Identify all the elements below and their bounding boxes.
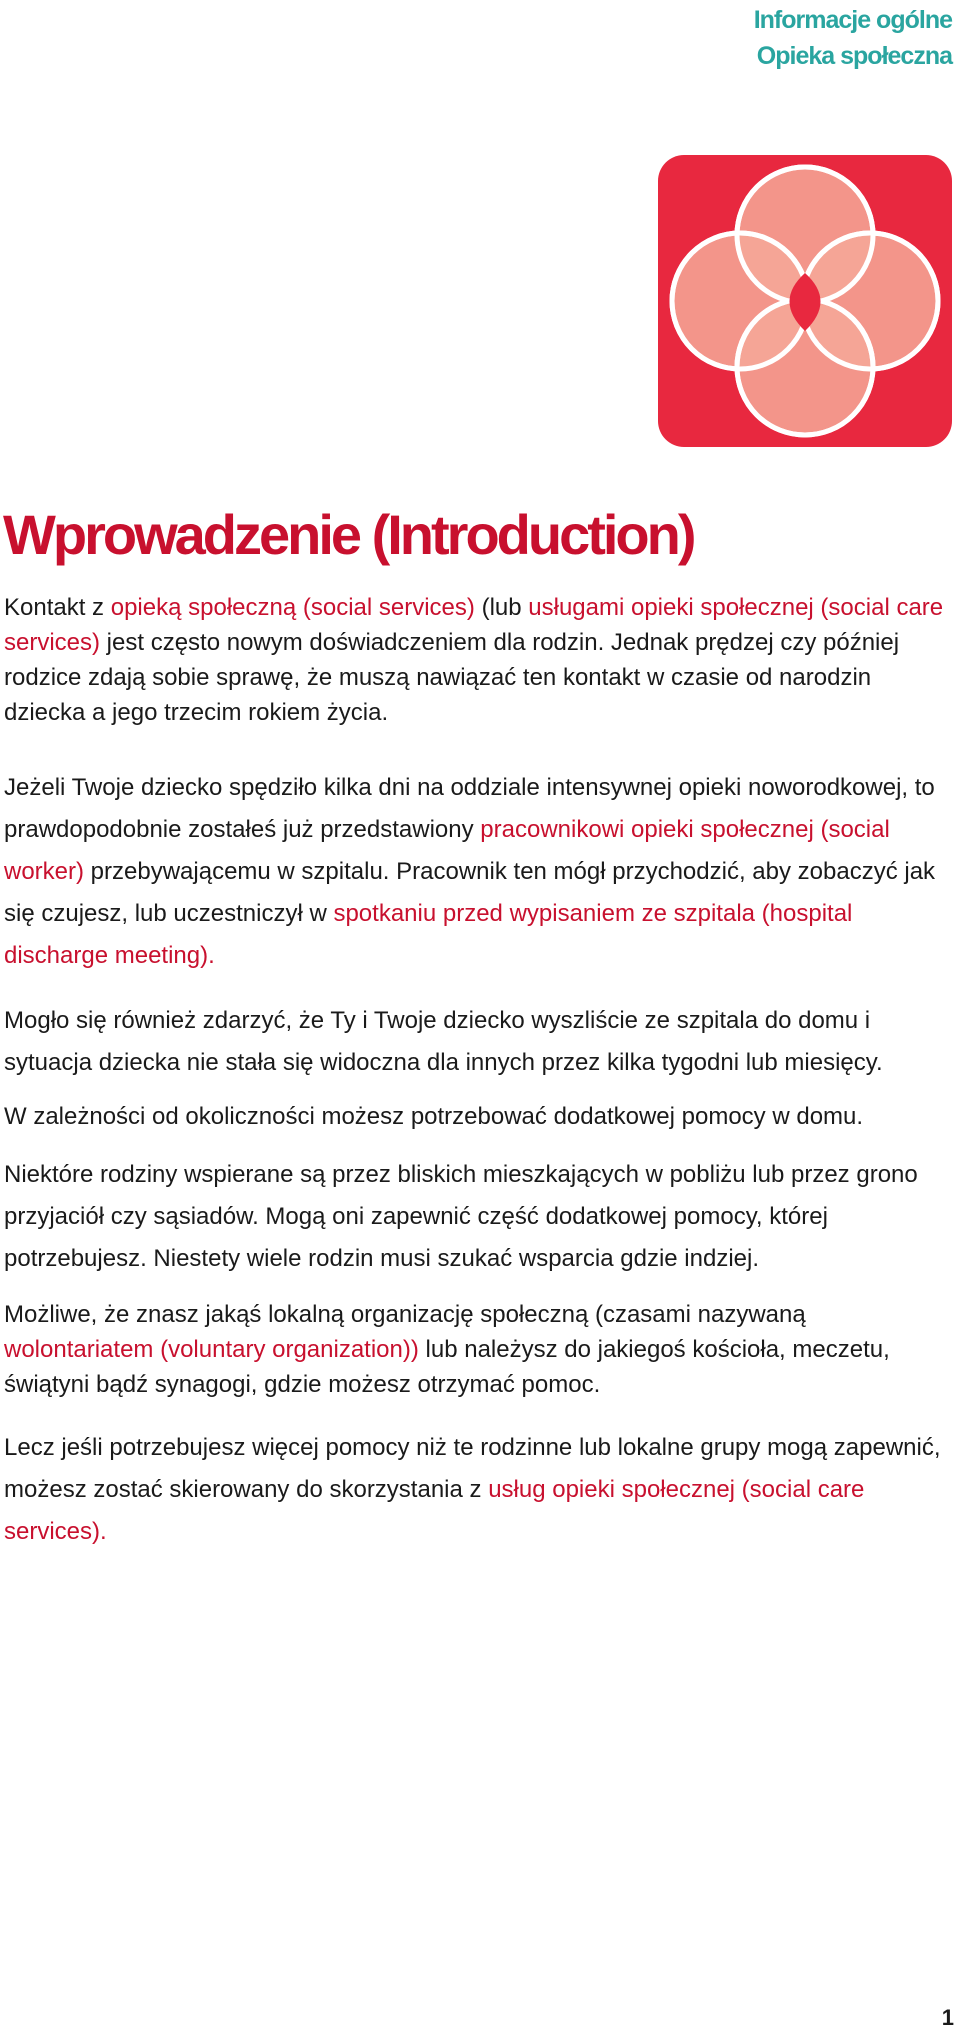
highlighted-term: wolontariatem (voluntary organization)) [4, 1336, 419, 1363]
highlighted-term: opieką społeczną (social services) [110, 594, 475, 621]
overlapping-circles-logo-icon [658, 155, 952, 447]
text-run: przebywającemu w szpitalu. Pracownik ten mógł przychodzić, aby zobaczyć jak się czujesz, lub uczestniczył w [4, 858, 936, 927]
paragraph-2 [4, 767, 954, 977]
highlighted-term: spotkaniu przed wypisaniem ze szpitala (hospital discharge meeting). [4, 900, 853, 969]
paragraph-1 [4, 590, 954, 730]
highlighted-term: usług opieki społecznej (social care services). [4, 1476, 865, 1545]
paragraph-5: Niektóre rodziny wspierane są przez bliskich mieszkających w pobliżu lub przez grono przyjaciół czy sąsiadów. Mogą oni zapewnić część dodatkowej pomocy, której potrzebujesz. Niestety wiele rodzin musi szukać wsparcia gdzie indziej. [4, 1161, 918, 1272]
highlighted-term: usługami opieki społecznej (social care services) [4, 594, 944, 656]
text-run: lub należysz do jakiegoś kościoła, meczetu, świątyni bądź synagogi, gdzie możesz otrzymać pomoc. [4, 1336, 890, 1398]
highlighted-term: pracownikowi opieki społecznej (social worker) [4, 816, 890, 885]
running-header [754, 2, 952, 74]
text-run: Kontakt z [4, 594, 111, 621]
paragraph-7 [4, 1427, 954, 1553]
page-number: 1 [941, 2005, 954, 2030]
text-run: Jeżeli Twoje dziecko spędziło kilka dni na oddziale intensywnej opieki noworodkowej, to prawdopodobnie zostałeś już przedstawiony [4, 774, 935, 843]
paragraph-4: W zależności od okoliczności możesz potrzebować dodatkowej pomocy w domu. [4, 1103, 864, 1130]
text-run: Możliwe, że znasz jakąś lokalną organizację społeczną (czasami nazywaną [4, 1301, 806, 1328]
header-line-1: Informacje ogólne [753, 6, 952, 34]
header-line-2: Opieka społeczna [756, 42, 952, 70]
body-text [4, 590, 954, 1553]
paragraph-6 [4, 1297, 954, 1402]
text-run: (lub [474, 594, 529, 621]
text-run: Lecz jeśli potrzebujesz więcej pomocy niż te rodzinne lub lokalne grupy mogą zapewnić, możesz zostać skierowany do skorzystania z [4, 1434, 941, 1503]
paragraph-3: Mogło się również zdarzyć, że Ty i Twoje dziecko wyszliście ze szpitala do domu i sytuacja dziecka nie stała się widoczna dla innych przez kilka tygodni lub miesięcy. [4, 1007, 883, 1076]
page-title: Wprowadzenie (Introduction) [3, 503, 694, 566]
text-run: jest często nowym doświadczeniem dla rodzin. Jednak prędzej czy później rodzice zdają sobie sprawę, że muszą nawiązać ten kontakt w czasie od narodzin dziecka a jego trzecim rokiem życia. [4, 629, 900, 726]
